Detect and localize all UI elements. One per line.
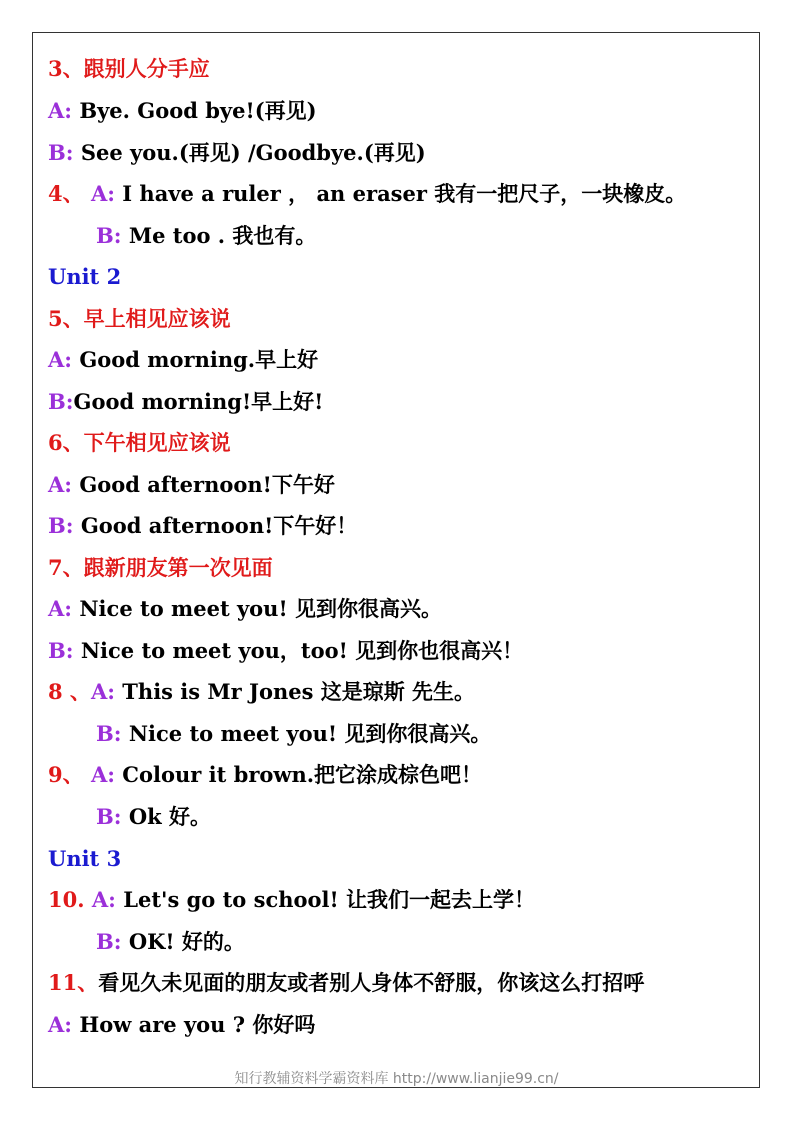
speaker-b: B: — [48, 513, 74, 538]
heading-5: 5、早上相见应该说 — [48, 306, 231, 331]
dialogue-line — [48, 387, 323, 417]
speaker-a: A: — [90, 181, 115, 206]
speaker-b: B: — [96, 223, 122, 248]
speaker-a: A: — [48, 1012, 73, 1037]
dialogue-line — [48, 885, 535, 915]
line-text: Bye. Good bye!(再见) — [72, 98, 317, 123]
speaker-b: B: — [48, 140, 74, 165]
line-text: How are you ? 你好吗 — [72, 1012, 316, 1037]
line-text: Me too . 我也有。 — [121, 223, 317, 248]
line-text: OK! 好的。 — [121, 929, 245, 954]
line-text: This is Mr Jones 这是琼斯 先生。 — [114, 679, 476, 704]
speaker-b: B: — [96, 804, 122, 829]
footer-watermark: 知行教辅资料学霸资料库 http://www.lianjie99.cn/ — [234, 1071, 559, 1087]
dialogue-line — [96, 802, 211, 832]
speaker-a: A: — [90, 762, 115, 787]
dialogue-line — [48, 345, 318, 375]
dialogue-line — [48, 138, 426, 168]
line-text: Nice to meet you，too! 见到你也很高兴！ — [73, 638, 524, 663]
speaker-a: A: — [48, 596, 73, 621]
line-text: Nice to meet you! 见到你很高兴。 — [121, 721, 492, 746]
line-text: Colour it brown.把它涂成棕色吧！ — [114, 762, 483, 787]
unit-heading: Unit 2 — [48, 264, 122, 289]
speaker-b: B: — [96, 721, 122, 746]
dialogue-line — [96, 927, 245, 957]
line-text: See you.(再见) /Goodbye.(再见) — [73, 140, 426, 165]
speaker-a: A: — [91, 887, 116, 912]
heading-11 — [48, 968, 644, 998]
dialogue-line — [48, 470, 335, 500]
item-number: 10. — [48, 887, 85, 912]
speaker-b: B: — [96, 929, 122, 954]
speaker-a: A: — [48, 98, 73, 123]
dialogue-line — [48, 677, 475, 707]
line-text: Good morning.早上好 — [72, 347, 319, 372]
line-text: Ok 好。 — [121, 804, 211, 829]
dialogue-line — [96, 719, 491, 749]
dialogue-line — [48, 594, 442, 624]
item-number: 8 、 — [48, 679, 91, 704]
speaker-a: A: — [90, 679, 115, 704]
line-text: Good afternoon!下午好！ — [73, 513, 358, 538]
line-text: Nice to meet you! 见到你很高兴。 — [72, 596, 442, 621]
speaker-b: B: — [48, 638, 74, 663]
item-number: 11、 — [48, 970, 99, 995]
speaker-a: A: — [48, 472, 73, 497]
line-text: Good morning!早上好! — [73, 389, 324, 414]
dialogue-line — [48, 760, 482, 790]
dialogue-line — [48, 96, 317, 126]
heading-3: 3、跟别人分手应 — [48, 56, 210, 81]
speaker-a: A: — [48, 347, 73, 372]
dialogue-line — [48, 179, 686, 209]
line-text: 看见久未见面的朋友或者别人身体不舒服，你该这么打招呼 — [98, 970, 645, 995]
item-number: 9、 — [48, 762, 84, 787]
line-text: Good afternoon!下午好 — [72, 472, 335, 497]
line-text: I have a ruler ， an eraser 我有一把尺子，一块橡皮。 — [114, 181, 687, 206]
dialogue-line — [48, 636, 523, 666]
dialogue-line — [96, 221, 316, 251]
heading-6: 6、下午相见应该说 — [48, 430, 231, 455]
speaker-b: B: — [48, 389, 74, 414]
heading-7: 7、跟新朋友第一次见面 — [48, 555, 273, 580]
item-number: 4、 — [48, 181, 84, 206]
dialogue-line — [48, 511, 357, 541]
dialogue-line — [48, 1010, 315, 1040]
unit-heading: Unit 3 — [48, 846, 122, 871]
line-text: Let's go to school! 让我们一起去上学！ — [115, 887, 536, 912]
